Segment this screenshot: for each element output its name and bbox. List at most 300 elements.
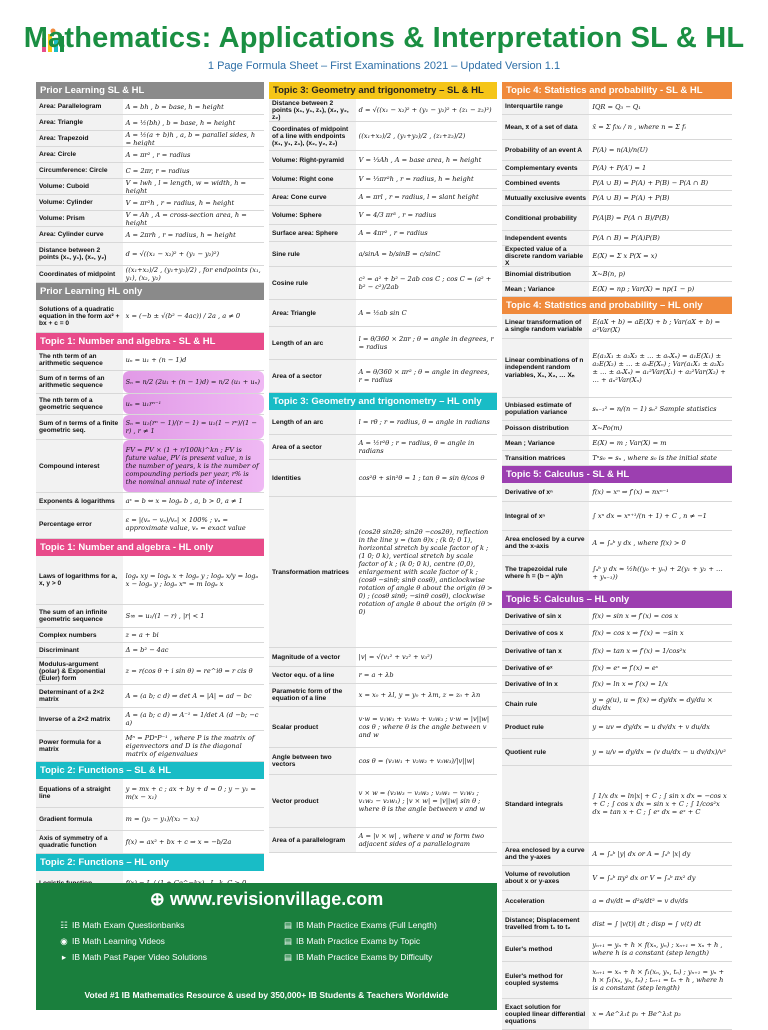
formula-expression: y = u/v ⇒ dy/dx = (v du/dx − u dv/dx)/v² [592, 748, 726, 756]
formula-label: Length of an arc [269, 410, 356, 434]
page-title: Mathematics: Applications & Interpretation SL & HL [23, 22, 745, 54]
formula-label: Magnitude of a vector [269, 648, 356, 666]
formula-row [36, 115, 264, 131]
formula-label: Transformation matrices [269, 497, 356, 647]
formula-row [502, 451, 732, 466]
promo-banner [36, 883, 497, 1010]
formula-label: Derivative of ln x [502, 676, 589, 692]
formula-expression: Sₙ = u₁(rⁿ − 1)/(r − 1) = u₁(1 − rⁿ)/(1 − r) , r ≠ 1 [123, 415, 264, 439]
formula-expression: X~Po(m) [592, 424, 623, 432]
formula-expression: x = Ae^λ₁t p₁ + Be^λ₂t p₂ [592, 1010, 681, 1018]
formula-row [502, 436, 732, 451]
formula-expression: V = Ah , A = cross-section area, h = height [125, 211, 247, 227]
formula-expression: V = lwh , l = length, w = width, h = height [125, 179, 247, 195]
formula-expression: ((x₁+x₂)/2 , (y₁+y₂)/2) , for endpoints (x₁, y₁), (x₂, y₂) [125, 266, 261, 282]
formula-expression: f(x) = xⁿ ⇒ f′(x) = nxⁿ⁻¹ [592, 488, 669, 496]
formula-label: Percentage error [36, 510, 123, 538]
document-icon: ▤ [284, 936, 293, 946]
formula-expression: A = ∫ₐᵇ |y| dx or A = ∫ₐᵇ |x| dy [592, 850, 691, 858]
formula-label: Vector product [269, 775, 356, 827]
formula-expression: c² = a² + b² − 2ab cos C ; cos C = (a² + b² − c²)/2ab [358, 275, 492, 291]
play-icon: ▸ [61, 952, 67, 962]
formula-expression: (cos2θ sin2θ; sin2θ −cos2θ), reflection in the line y = (tan θ)x ; (k 0; 0 1), horizontal stretch by scale factor of k ; (1 0; 0 k), vertical stretch by scale factor of k ; (k 0; 0 k), centre (0,0), enlargement with scale factor of k ; (cosθ −sinθ; sinθ cosθ), anticlockwise rotation of angle θ about the origin (θ > 0) ; (cosθ sinθ; −sinθ cosθ), clockwise rotation of angle θ about the origin (θ > 0) [358, 528, 493, 616]
formula-label: Exponents & logarithms [36, 493, 123, 509]
formula-expression: f(x) = eˣ ⇒ f′(x) = eˣ [592, 664, 659, 672]
formula-expression: a/sinA = b/sinB = c/sinC [358, 250, 441, 258]
formula-row [269, 170, 497, 189]
formula-row [502, 891, 732, 912]
formula-row [36, 163, 264, 179]
formula-expression: E(aX + b) = aE(X) + b ; Var(aX + b) = a²Var(X) [592, 318, 721, 334]
formula-row [269, 327, 497, 360]
formula-row [269, 360, 497, 393]
formula-row [36, 243, 264, 266]
formula-row [502, 556, 732, 591]
formula-expression: E(a₁X₁ ± a₂X₂ ± … ± aₙXₙ) = a₁E(X₁) ± a₂E(X₂) ± … ± aₙE(Xₙ) ; Var(a₁X₁ ± a₂X₂ ± … ± aₙXₙ) = a₁²Var(X₁) + a₂²Var(X₂) + … + aₙ²Var(Xₙ) [592, 352, 726, 384]
formula-label: Sine rule [269, 242, 356, 266]
formula-row [36, 211, 264, 227]
formula-expression: E(X) = Σ x P(X = x) [592, 252, 658, 260]
formula-row [502, 502, 732, 531]
formula-row [502, 267, 732, 282]
formula-row [502, 937, 732, 962]
formula-row [502, 962, 732, 999]
formula-row [502, 398, 732, 421]
section-header-topic1-hl: Topic 1: Number and algebra - HL only [36, 539, 264, 556]
formula-expression: x̄ = Σ fᵢxᵢ / n , where n = Σ fᵢ [592, 123, 686, 131]
formula-row [269, 122, 497, 151]
banner-item-label: IB Math Past Paper Video Solutions [72, 952, 207, 962]
formula-label: Derivative of tan x [502, 642, 589, 660]
formula-row [502, 866, 732, 891]
formula-expression: E(X) = np ; Var(X) = np(1 − p) [592, 285, 695, 293]
formula-row [502, 912, 732, 937]
formula-expression: l = θ/360 × 2πr ; θ = angle in degrees, r = radius [358, 335, 494, 351]
formula-label: Linear combinations of n independent random variables, X₁, X₂, … Xₙ [502, 339, 589, 397]
banner-item[interactable] [60, 949, 207, 965]
formula-expression: A = ½(a + b)h , a, b = parallel sides, h = height [125, 131, 256, 147]
formula-label: Area: Cylinder curve [36, 227, 123, 242]
formula-expression: ∫ 1/x dx = ln|x| + C ; ∫ sin x dx = −cos x + C ; ∫ cos x dx = sin x + C ; ∫ 1/cos²x dx = tan x + C ; ∫ eˣ dx = eˣ + C [592, 792, 727, 816]
formula-row [36, 394, 264, 415]
formula-label: Standard integrals [502, 766, 589, 842]
formula-row [269, 775, 497, 828]
formula-expression: |v| = √(v₁² + v₂² + v₃²) [358, 653, 433, 661]
formula-expression: A = πr² , r = radius [125, 150, 191, 159]
formula-row [36, 831, 264, 854]
formula-label: Area of a parallelogram [269, 828, 356, 852]
formula-label: Area: Circle [36, 147, 123, 162]
banner-item[interactable] [60, 933, 207, 949]
formula-row [36, 510, 264, 539]
formula-row [36, 628, 264, 643]
formula-row [36, 99, 264, 115]
formula-row [36, 493, 264, 510]
formula-row [36, 179, 264, 195]
formula-label: Volume: Right-pyramid [269, 151, 356, 169]
formula-label: Volume: Cylinder [36, 195, 123, 210]
formula-expression: y = mx + c ; ax + by + d = 0 ; y − y₁ = m(x − x₁) [125, 785, 256, 801]
formula-label: Area enclosed by a curve and the y-axes [502, 843, 589, 865]
section-header-topic5-sl: Topic 5: Calculus - SL & HL [502, 466, 732, 483]
formula-row [502, 766, 732, 843]
formula-expression: xₙ₊₁ = xₙ + h × f₁(xₙ, yₙ, tₙ) ; yₙ₊₁ = yₙ + h × f₂(xₙ, yₙ, tₙ) ; tₙ₊₁ = tₙ + h , where h is a constant (step length) [592, 968, 725, 992]
banner-item[interactable] [284, 917, 437, 933]
formula-label: Determinant of a 2×2 matrix [36, 685, 123, 707]
formula-row [502, 206, 732, 231]
formula-label: Distance; Displacement travelled from t₁ to t₂ [502, 912, 589, 936]
formula-expression: P(A ∩ B) = P(A)P(B) [592, 234, 660, 242]
formula-row [502, 176, 732, 191]
formula-expression: X~B(n, p) [592, 270, 626, 278]
website-url: www.revisionvillage.com [169, 889, 384, 909]
formula-label: Product rule [502, 716, 589, 738]
formula-expression: Sₙ = n/2 (2u₁ + (n − 1)d) = n/2 (u₁ + uₙ) [123, 371, 264, 393]
formula-expression: Δ = b² − 4ac [125, 646, 169, 654]
formula-label: Interquartile range [502, 99, 589, 114]
formula-row [502, 843, 732, 866]
formula-label: The trapezoidal rule where h = (b − a)/n [502, 556, 589, 590]
formula-expression: V = ⅓Ah , A = base area, h = height [358, 156, 482, 164]
column-2 [269, 82, 497, 853]
website-link[interactable] [36, 889, 497, 910]
formula-label: Compound interest [36, 440, 123, 492]
section-header-topic2-hl: Topic 2: Functions – HL only [36, 854, 264, 871]
formula-expression: A = ∫ₐᵇ y dx , where f(x) > 0 [592, 539, 686, 547]
formula-row [502, 421, 732, 436]
formula-expression: ∫ xⁿ dx = xⁿ⁺¹/(n + 1) + C , n ≠ −1 [592, 512, 707, 520]
formula-row [269, 684, 497, 707]
formula-label: Angle between two vectors [269, 748, 356, 774]
formula-row [36, 266, 264, 283]
formula-expression: cos²θ + sin²θ = 1 ; tan θ = sin θ/cos θ [358, 474, 485, 482]
formula-expression: x = (−b ± √(b² − 4ac)) / 2a , a ≠ 0 [125, 312, 241, 320]
formula-expression: aˣ = b ⇔ x = logₐ b , a, b > 0, a ≠ 1 [125, 497, 243, 505]
formula-expression: A = ½ab sin C [358, 309, 407, 317]
formula-label: Combined events [502, 176, 589, 190]
formula-row [269, 748, 497, 775]
formula-row [36, 643, 264, 658]
formula-row [502, 282, 732, 297]
formula-expression: y = g(u), u = f(x) ⇒ dy/dx = dy/du × du/dx [592, 696, 713, 712]
formula-row [502, 739, 732, 766]
section-header-topic3-hl: Topic 3: Geometry and trigonometry – HL only [269, 393, 497, 410]
formula-label: Transition matrices [502, 451, 589, 465]
formula-label: Distance between 2 points (x₁, y₁, z₁), (x₂, y₂, z₂) [269, 99, 356, 121]
banner-item[interactable] [60, 917, 207, 933]
formula-label: Mean, x̄ of a set of data [502, 115, 589, 139]
formula-label: Volume: Cuboid [36, 179, 123, 194]
formula-expression: V = ∫ₐᵇ πy² dx or V = ∫ₐᵇ πx² dy [592, 874, 696, 882]
formula-label: Expected value of a discrete random variable X [502, 246, 589, 266]
formula-row [269, 410, 497, 435]
formula-expression: y = uv ⇒ dy/dx = u dv/dx + v du/dx [592, 723, 710, 731]
section-header-topic5-hl: Topic 5: Calculus – HL only [502, 591, 732, 608]
formula-row [502, 661, 732, 676]
formula-expression: x = x₀ + λl, y = y₀ + λm, z = z₀ + λn [358, 691, 481, 699]
banner-list-right [284, 917, 437, 965]
formula-expression: S∞ = u₁/(1 − r) , |r| < 1 [125, 612, 205, 620]
formula-expression: logₐ xy = logₐ x + logₐ y ; logₐ x/y = logₐ x − logₐ y ; logₐ xᵐ = m logₐ x [125, 572, 259, 588]
formula-expression: A = θ/360 × πr² ; θ = angle in degrees, r = radius [358, 368, 490, 384]
section-header-topic4-hl: Topic 4: Statistics and probability – HL only [502, 297, 732, 314]
formula-label: Complementary events [502, 161, 589, 175]
formula-row [36, 808, 264, 831]
formula-expression: A = (a b; c d) ⇒ A⁻¹ = 1/det A (d −b; −c a) [125, 711, 259, 727]
formula-label: Coordinates of midpoint of a line with endpoints (x₁, y₁, z₁), (x₂, y₂, z₂) [269, 122, 356, 150]
formula-label: Distance between 2 points (x₁, y₁), (x₂, y₂) [36, 243, 123, 265]
formula-row [36, 605, 264, 628]
formula-row [36, 658, 264, 685]
column-3 [502, 82, 732, 1030]
formula-label: Euler's method for coupled systems [502, 962, 589, 998]
formula-label: Conditional probability [502, 206, 589, 230]
formula-label: Coordinates of midpoint [36, 266, 123, 282]
page-subtitle: 1 Page Formula Sheet – First Examinations 2021 – Updated Version 1.1 [207, 60, 561, 72]
formula-expression: A = bh , b = base, h = height [125, 102, 224, 111]
formula-expression: A = 2πrh , r = radius, h = height [125, 230, 236, 239]
formula-row [502, 625, 732, 642]
formula-row [502, 676, 732, 693]
formula-row [36, 556, 264, 605]
formula-expression: f(x) = tan x ⇒ f′(x) = 1/cos²x [592, 647, 687, 655]
formula-row [36, 300, 264, 333]
document-icon: ▤ [284, 952, 293, 962]
banner-footer: Voted #1 IB Mathematics Resource & used by 350,000+ IB Students & Teachers Worldwide [84, 990, 449, 1000]
formula-expression: P(A) + P(A′) = 1 [592, 164, 647, 172]
formula-label: Identities [269, 460, 356, 496]
formula-expression: a = dv/dt = d²s/dt² = v dv/ds [592, 897, 689, 905]
formula-label: Poisson distribution [502, 421, 589, 435]
formula-label: Integral of xⁿ [502, 502, 589, 530]
formula-label: Equations of a straight line [36, 779, 123, 807]
formula-expression: ε = |(vₐ − vₑ)/vₑ| × 100% ; vₐ = approximate value, vₑ = exact value [125, 516, 246, 532]
formula-label: Surface area: Sphere [269, 225, 356, 241]
formula-expression: A = (a b; c d) ⇒ det A = |A| = ad − bc [125, 692, 252, 700]
formula-label: Area: Triangle [269, 300, 356, 326]
formula-expression: Mⁿ = PDⁿP⁻¹ , where P is the matrix of eigenvectors and D is the diagonal matrix of eigenvalues [125, 734, 255, 758]
banner-list-left [60, 917, 207, 965]
formula-label: Inverse of a 2×2 matrix [36, 708, 123, 730]
banner-item-label: IB Math Practice Exams by Topic [296, 936, 421, 946]
formula-label: Acceleration [502, 891, 589, 911]
formula-row [269, 242, 497, 267]
formula-label: Axis of symmetry of a quadratic function [36, 831, 123, 853]
formula-row [36, 227, 264, 243]
formula-label: Chain rule [502, 693, 589, 715]
formula-expression: ((x₁+x₂)/2 , (y₁+y₂)/2 , (z₁+z₂)/2) [358, 132, 466, 140]
formula-label: Volume: Prism [36, 211, 123, 226]
formula-expression: uₙ = u₁ + (n − 1)d [125, 356, 187, 364]
formula-label: Mean ; Variance [502, 436, 589, 450]
formula-expression: z = r(cos θ + i sin θ) = re^iθ = r cis θ [125, 667, 253, 675]
formula-row [502, 716, 732, 739]
formula-expression: P(A|B) = P(A ∩ B)/P(B) [592, 214, 670, 222]
formula-row [36, 685, 264, 708]
formula-label: Quotient rule [502, 739, 589, 765]
formula-label: Derivative of sin x [502, 608, 589, 624]
formula-label: Derivative of xⁿ [502, 483, 589, 501]
globe-icon: ⊕ [149, 889, 170, 909]
formula-label: Scalar product [269, 707, 356, 747]
formula-label: Solutions of a quadratic equation in the form ax² + bx + c = 0 [36, 300, 123, 332]
banner-item-label: IB Math Practice Exams by Difficulty [296, 952, 433, 962]
formula-label: Complex numbers [36, 628, 123, 642]
formula-row [269, 435, 497, 460]
formula-expression: A = πrl , r = radius, l = slant height [358, 193, 479, 201]
formula-expression: E(X) = m ; Var(X) = m [592, 439, 667, 447]
formula-label: Probability of an event A [502, 140, 589, 160]
formula-expression: m = (y₂ − y₁)/(x₂ − x₁) [125, 815, 199, 823]
formula-row [36, 440, 264, 493]
formula-label: Area: Cone curve [269, 189, 356, 205]
formula-row [36, 779, 264, 808]
formula-label: Length of an arc [269, 327, 356, 359]
formula-expression: P(A ∪ B) = P(A) + P(B) − P(A ∩ B) [592, 179, 709, 187]
formula-row [502, 115, 732, 140]
formula-label: The sum of an infinite geometric sequence [36, 605, 123, 627]
formula-row [502, 246, 732, 267]
formula-row [269, 828, 497, 853]
formula-expression: sₙ₋₁² = n/(n − 1) sₙ² Sample statistics [592, 405, 717, 413]
formula-expression: f(x) = ax² + bx + c ⇒ x = −b/2a [125, 838, 232, 846]
formula-expression: uₙ = u₁rⁿ⁻¹ [123, 394, 264, 414]
formula-row [269, 267, 497, 300]
formula-row [502, 231, 732, 246]
formula-expression: IQR = Q₃ − Q₁ [592, 102, 641, 111]
formula-label: Area of a sector [269, 360, 356, 392]
formula-expression: d = √((x₁ − x₂)² + (y₁ − y₂)² + (z₁ − z₂)²) [358, 106, 492, 114]
formula-row [502, 339, 732, 398]
formula-label: Modulus-argument (polar) & Exponential (Euler) form [36, 658, 123, 684]
formula-label: The nth term of a geometric sequence [36, 394, 123, 414]
banner-item[interactable] [284, 949, 437, 965]
formula-expression: C = 2πr, r = radius [125, 166, 190, 175]
formula-expression: v × w = (v₂w₃ − v₃w₂ ; v₃w₁ − v₁w₃ ; v₁w₂ − v₂w₁) ; |v × w| = |v||w| sin θ ; where θ is the angle between v and w [358, 789, 486, 813]
formula-expression: f(x) = sin x ⇒ f′(x) = cos x [592, 612, 679, 620]
formula-row [269, 460, 497, 497]
formula-label: Unbiased estimate of population variance [502, 398, 589, 420]
formula-label: Circumference: Circle [36, 163, 123, 178]
formula-expression: A = |v × w| , where v and w form two adjacent sides of a parallelogram [358, 832, 485, 848]
formula-expression: P(A ∪ B) = P(A) + P(B) [592, 194, 670, 202]
section-header-topic1-sl: Topic 1: Number and algebra - SL & HL [36, 333, 264, 350]
formula-row [269, 99, 497, 122]
formula-row [269, 667, 497, 684]
formula-label: The nth term of an arithmetic sequence [36, 350, 123, 370]
formula-label: Mutually exclusive events [502, 191, 589, 205]
formula-row [502, 140, 732, 161]
section-header-prior-sl: Prior Learning SL & HL [36, 82, 264, 99]
document-icon: ▤ [284, 920, 293, 930]
video-icon: ◉ [60, 936, 68, 946]
formula-row [502, 161, 732, 176]
formula-row [502, 999, 732, 1030]
formula-label: Volume of revolution about x or y-axes [502, 866, 589, 890]
formula-row [36, 147, 264, 163]
formula-row [502, 642, 732, 661]
formula-label: Exact solution for coupled linear differential equations [502, 999, 589, 1029]
formula-row [502, 314, 732, 339]
formula-expression: z = a + bi [125, 631, 159, 639]
formula-label: Sum of n terms of an arithmetic sequence [36, 371, 123, 393]
formula-label: Area: Trapezoid [36, 131, 123, 146]
formula-row [502, 531, 732, 556]
formula-row [502, 608, 732, 625]
formula-row [36, 731, 264, 762]
formula-expression: f(x) = ln x ⇒ f′(x) = 1/x [592, 680, 668, 688]
question-icon: ☷ [60, 920, 68, 930]
formula-row [502, 191, 732, 206]
formula-row [502, 483, 732, 502]
formula-expression: v·w = v₁w₁ + v₂w₂ + v₃w₃ ; v·w = |v||w| cos θ ; where θ is the angle between v and w [358, 715, 490, 739]
formula-expression: FV = PV × (1 + r/100k)^kn ; FV is future value, PV is present value, n is the number of years, k is the number of compounding periods per year, r% is the nominal annual rate of interest [123, 440, 264, 492]
formula-row [36, 371, 264, 394]
formula-label: Discriminant [36, 643, 123, 657]
formula-row [269, 648, 497, 667]
formula-label: Volume: Right cone [269, 170, 356, 188]
formula-row [269, 225, 497, 242]
formula-row [36, 708, 264, 731]
formula-row [36, 131, 264, 147]
formula-expression: V = 4/3 πr³ , r = radius [358, 211, 437, 219]
formula-label: Independent events [502, 231, 589, 245]
formula-label: Power formula for a matrix [36, 731, 123, 761]
formula-row [269, 300, 497, 327]
formula-label: Gradient formula [36, 808, 123, 830]
formula-expression: f(x) = cos x ⇒ f′(x) = −sin x [592, 629, 684, 637]
section-header-topic4-sl: Topic 4: Statistics and probability - SL & HL [502, 82, 732, 99]
formula-expression: P(A) = n(A)/n(U) [592, 146, 648, 154]
formula-label: Laws of logarithms for a, x, y > 0 [36, 556, 123, 604]
formula-label: Area: Parallelogram [36, 99, 123, 114]
formula-label: Cosine rule [269, 267, 356, 299]
formula-label: Derivative of cos x [502, 625, 589, 641]
formula-row [36, 350, 264, 371]
formula-expression: ∫ₐᵇ y dx ≈ ½h((y₀ + yₙ) + 2(y₁ + y₂ + … + yₙ₋₁)) [592, 565, 723, 581]
formula-label: Area: Triangle [36, 115, 123, 130]
formula-expression: yₙ₊₁ = yₙ + h × f(xₙ, yₙ) ; xₙ₊₁ = xₙ + h , where h is a constant (step length) [592, 941, 723, 957]
formula-expression: d = √((x₁ − x₂)² + (y₁ − y₂)²) [125, 250, 220, 258]
section-header-topic2-sl: Topic 2: Functions – SL & HL [36, 762, 264, 779]
formula-expression: l = rθ ; r = radius, θ = angle in radians [358, 418, 490, 426]
formula-label: Sum of n terms of a finite geometric seq. [36, 415, 123, 439]
formula-expression: Tⁿs₀ = sₙ , where s₀ is the initial state [592, 454, 717, 462]
formula-expression: A = 4πr² , r = radius [358, 229, 428, 237]
formula-label: Area of a sector [269, 435, 356, 459]
formula-row [269, 707, 497, 748]
formula-label: Volume: Sphere [269, 206, 356, 224]
formula-row [269, 151, 497, 170]
formula-row [269, 189, 497, 206]
banner-item-label: IB Math Exam Questionbanks [72, 920, 185, 930]
formula-row [269, 497, 497, 648]
section-header-topic3-sl: Topic 3: Geometry and trigonometry – SL & HL [269, 82, 497, 99]
formula-label: Binomial distribution [502, 267, 589, 281]
formula-label: Mean ; Variance [502, 282, 589, 296]
banner-item[interactable] [284, 933, 437, 949]
formula-row [502, 99, 732, 115]
formula-expression: dist = ∫ |v(t)| dt ; disp = ∫ v(t) dt [592, 920, 702, 928]
formula-expression: cos θ = (v₁w₁ + v₂w₂ + v₃w₃)/|v||w| [358, 757, 475, 765]
formula-row [36, 195, 264, 211]
formula-label: Parametric form of the equation of a line [269, 684, 356, 706]
formula-label: Vector equ. of a line [269, 667, 356, 683]
formula-expression: V = πr²h , r = radius, h = height [125, 198, 235, 207]
formula-label: Derivative of eˣ [502, 661, 589, 675]
formula-row [502, 693, 732, 716]
formula-row [36, 415, 264, 440]
